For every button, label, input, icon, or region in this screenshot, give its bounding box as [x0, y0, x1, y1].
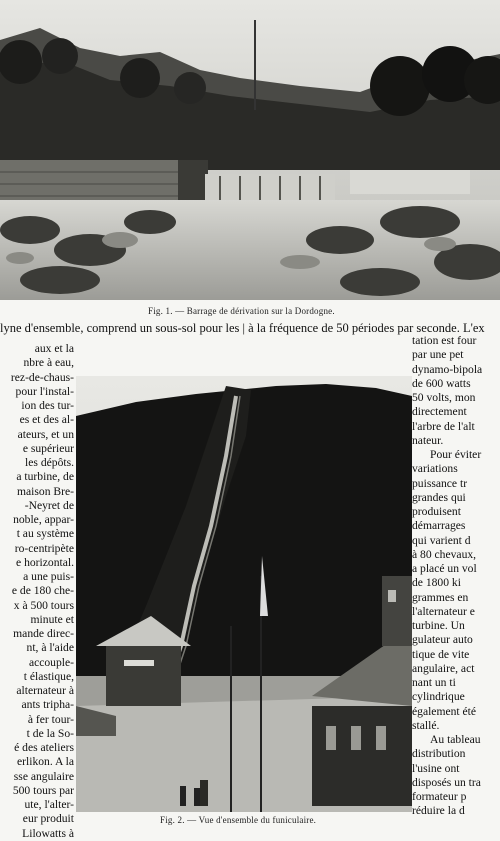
right-column-line: Au tableau: [430, 733, 481, 746]
left-column-line: maison Bre-: [17, 484, 74, 498]
right-column-line: de 1800 ki: [412, 576, 461, 590]
right-column-line: l'alternateur e: [412, 604, 475, 618]
left-column-line: noble, appar-: [13, 513, 74, 526]
right-column-line: variations: [412, 462, 458, 476]
left-column-line: nbre à eau,: [23, 356, 74, 370]
left-column-line: 500 tours par: [12, 783, 74, 797]
right-column-line: cylindrique: [412, 690, 465, 704]
left-column-line: e horizontal.: [16, 555, 74, 569]
left-column-line: t élastique,: [23, 669, 74, 683]
left-column-line: aux et la: [34, 342, 74, 355]
left-column-line: ute, l'alter-: [24, 798, 74, 811]
left-column-line: ants tripha-: [21, 698, 74, 712]
left-column-line: nt, à l'aide: [26, 641, 74, 655]
right-column-line: puissance tr: [412, 476, 468, 490]
left-column-line: erlikon. A la: [17, 755, 74, 769]
right-column-line: également été: [412, 704, 477, 718]
right-column-line: turbine. Un: [412, 619, 465, 632]
figure-dam-photo: [0, 0, 500, 300]
right-column-line: nant un ti: [412, 676, 456, 689]
right-column-line: nateur.: [412, 433, 444, 447]
right-column-line: gulateur auto: [412, 633, 473, 647]
figure-funicular-photo: [76, 376, 412, 812]
right-text-column: [412, 334, 500, 819]
right-column-line: Pour éviter: [430, 448, 482, 461]
left-column-line: sse angulaire: [13, 769, 74, 783]
left-column-line: a une puis-: [23, 570, 74, 583]
right-column-line: a placé un vol: [412, 562, 477, 575]
right-column-line: directement: [412, 405, 467, 419]
figure-1-caption: Fig. 1. — Barrage de dérivation sur la Dordogne.: [148, 306, 335, 316]
right-column-line: grammes en: [412, 590, 469, 604]
left-column-line: Lilowatts à: [22, 826, 74, 840]
right-column-line: tique de vite: [412, 647, 470, 661]
left-column-line: rez-de-chaus-: [10, 370, 74, 384]
right-column-line: dynamo-bipola: [412, 362, 483, 376]
left-column-line: à fer tour-: [27, 712, 74, 726]
left-column-line: x à 500 tours: [13, 598, 74, 612]
header-text-line: lyne d'ensemble, comprend un sous-sol pour les | à la fréquence de 50 périodes par seconde. L'ex: [0, 321, 485, 335]
right-column-line: 50 volts, mon: [412, 391, 476, 404]
right-column-line: angulaire, act: [412, 661, 475, 675]
left-column-line: -Neyret de: [24, 498, 74, 512]
figure-2-caption: Fig. 2. — Vue d'ensemble du funiculaire.: [160, 815, 317, 825]
left-column-line: accouple-: [28, 655, 74, 669]
left-column-line: alternateur à: [16, 684, 74, 697]
right-column-line: de 600 watts: [412, 376, 471, 390]
right-column-line: distribution: [412, 747, 466, 761]
right-column-line: formateur p: [412, 790, 467, 803]
left-column-line: a turbine, de: [16, 470, 74, 484]
right-column-line: démarrages: [412, 519, 466, 533]
left-text-column: [0, 342, 74, 841]
right-column-line: qui varient d: [412, 533, 471, 547]
right-column-line: réduire la d: [412, 804, 465, 818]
left-column-line: ion des tur-: [21, 399, 74, 412]
left-column-line: ateurs, et un: [17, 427, 74, 441]
left-column-line: t de la So-: [26, 726, 74, 740]
left-column-line: minute et: [30, 612, 74, 626]
left-column-line: es et des al-: [19, 413, 74, 427]
left-column-line: é des ateliers: [14, 741, 74, 754]
right-column-line: disposés un tra: [412, 775, 481, 789]
left-column-line: eur produit: [22, 812, 74, 826]
left-column-line: ro-centripète: [14, 541, 74, 555]
left-column-line: pour l'instal-: [15, 384, 74, 398]
right-column-line: l'arbre de l'alt: [412, 419, 475, 433]
left-column-line: t au système: [16, 527, 74, 541]
left-column-line: mande direc-: [13, 627, 74, 640]
right-column-line: par une pet: [412, 348, 464, 362]
right-column-line: stallé.: [412, 718, 440, 732]
right-column-line: tation est four: [412, 334, 477, 347]
left-column-line: e supérieur: [22, 441, 74, 455]
right-column-line: l'usine ont: [412, 761, 460, 775]
right-column-line: grandes qui: [412, 490, 466, 504]
right-column-line: à 80 chevaux,: [412, 547, 477, 561]
left-column-line: e de 180 che-: [11, 584, 74, 598]
right-column-line: produisent: [412, 505, 461, 518]
left-column-line: les dépôts.: [25, 456, 74, 469]
